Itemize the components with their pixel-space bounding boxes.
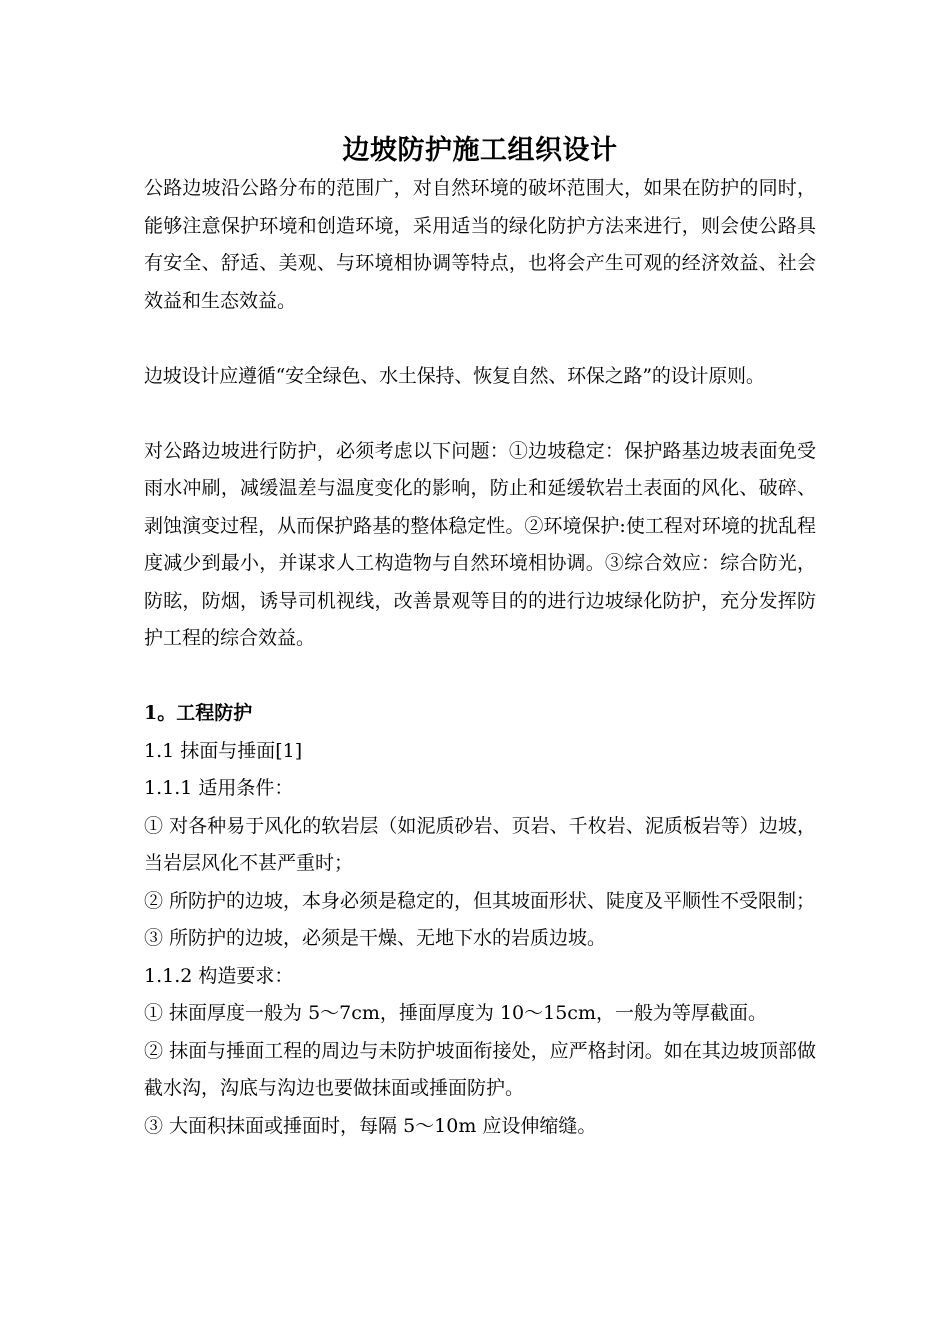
- requirement-item: ① 抹面厚度一般为 5～7cm，捶面厚度为 10～15cm，一般为等厚截面。: [144, 1002, 767, 1024]
- requirement-item: ② 抹面与捶面工程的周边与未防护坡面衔接处，应严格封闭。如在其边坡顶部做截水沟，沟底与沟边也要做抹面或捶面防护。: [144, 1039, 816, 1099]
- subsection-heading: 1.1.2 构造要求：: [144, 964, 294, 987]
- intro-paragraph: 公路边坡沿公路分布的范围广，对自然环境的破坏范围大，如果在防护的同时，能够注意保护环境和创造环境，采用适当的绿化防护方法来进行，则会使公路具有安全、舒适、美观、与环境相协调等特点，也将会产生可观的经济效益、社会效益和生态效益。: [144, 177, 816, 312]
- condition-item: ① 对各种易于风化的软岩层（如泥质砂岩、页岩、千枚岩、泥质板岩等）边坡，当岩层风化不甚严重时；: [144, 814, 816, 874]
- condition-item: ② 所防护的边坡，本身必须是稳定的，但其坡面形状、陡度及平顺性不受限制；: [144, 889, 816, 912]
- document-page: [144, 132, 816, 1145]
- blank-line: [144, 395, 816, 433]
- blank-line: [144, 658, 816, 696]
- principle-paragraph: 边坡设计应遵循“安全绿色、水土保持、恢复自然、环保之路”的设计原则。: [144, 364, 765, 387]
- section-heading: 1。工程防护: [144, 702, 253, 724]
- subsection-heading: 1.1 抹面与捶面[1]: [144, 739, 303, 762]
- blank-line: [144, 320, 816, 358]
- subsection-heading: 1.1.1 适用条件：: [144, 777, 294, 799]
- requirement-item: ③ 大面积抹面或捶面时，每隔 5～10m 应设伸缩缝。: [144, 1114, 597, 1137]
- document-title: 边坡防护施工组织设计: [342, 135, 618, 166]
- condition-item: ③ 所防护的边坡，必须是干燥、无地下水的岩质边坡。: [144, 927, 607, 949]
- issues-paragraph: 对公路边坡进行防护，必须考虑以下问题：①边坡稳定：保护路基边坡表面免受雨水冲刷，减缓温差与温度变化的影响，防止和延缓软岩土表面的风化、破碎、剥蚀演变过程，从而保护路基的整体稳定性。②环境保护:使工程对环境的扰乱程度减少到最小，并谋求人工构造物与自然环境相协调。③综合效应：综合防光，防眩，防烟，诱导司机视线，改善景观等目的的进行边坡绿化防护，充分发挥防护工程的综合效益。: [144, 439, 816, 649]
